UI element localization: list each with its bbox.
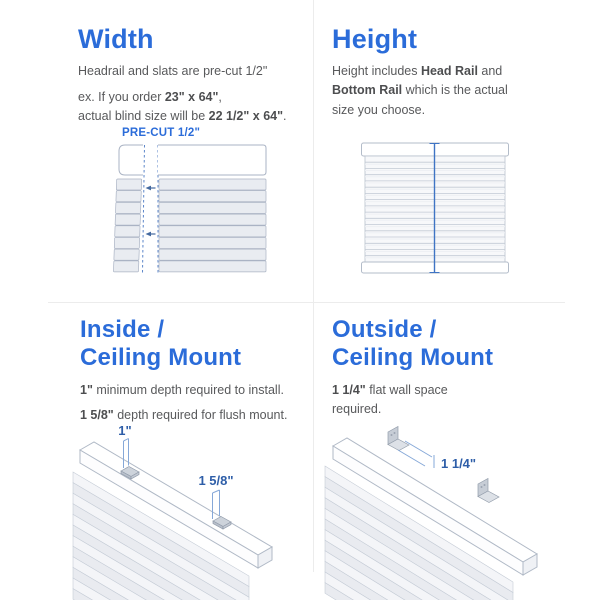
wall-bracket-icon [388,427,409,451]
section-inside-mount [80,316,310,488]
cut-piece-headrail [119,145,143,175]
width-title: Width [78,24,154,54]
height-title: Height [332,24,418,54]
outside-title: Outside / Ceiling Mount [332,316,494,372]
section-width [78,24,298,139]
outside-req-1: 1 1/4" flat wall space required. [332,383,448,417]
height-description: Height includes Head Rail and Bottom Rail which is the actual size you choose. [332,64,508,117]
cut-arrow-icon [146,186,156,237]
width-example: ex. If you order 23" x 64", actual blind size will be 22 1/2" x 64". [78,90,287,124]
height-diagram [360,140,510,276]
inside-mount-diagram [25,422,305,600]
main-piece-slats [159,179,266,272]
inside-dim-2-label: 1 5/8" [198,473,234,488]
section-outside-mount [332,316,552,471]
inside-req-1: 1" minimum depth required to install. [80,383,284,397]
main-piece-headrail [158,145,266,175]
outside-mount-diagram [315,408,600,600]
width-diagram [108,142,270,282]
inside-title: Inside / Ceiling Mount [80,316,242,372]
inside-req-2: 1 5/8" depth required for flush mount. [80,408,288,422]
horizontal-divider [48,302,565,303]
cut-piece-slats [113,179,141,272]
precut-label: PRE-CUT 1/2" [122,127,201,139]
outside-dim-label: 1 1/4" [441,456,477,471]
wall-bracket-icon [478,479,499,503]
width-subtitle: Headrail and slats are pre-cut 1/2" [78,64,268,78]
section-height [332,24,532,117]
cut-dashed-lines [143,145,159,273]
vertical-divider [313,0,314,572]
inside-dim-1-label: 1" [118,423,132,438]
